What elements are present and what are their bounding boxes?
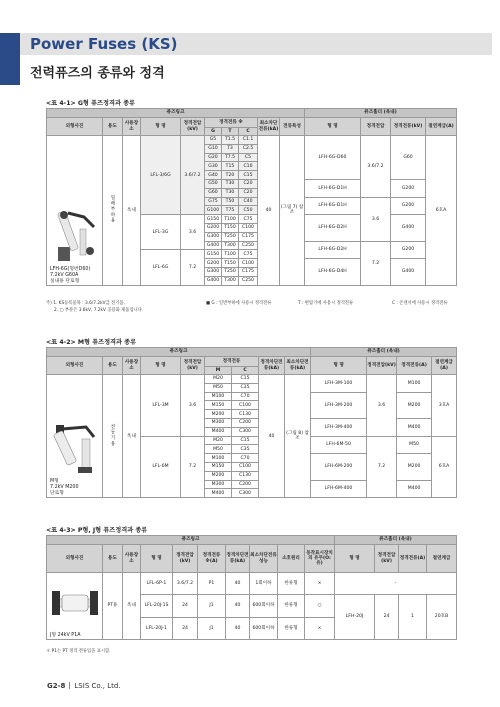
t3-min: 600회이하 <box>250 595 278 618</box>
t3-type: LFL-20J-1S <box>141 595 173 618</box>
table-row <box>47 375 457 384</box>
t3-type: LFL-20J-1 <box>141 618 173 640</box>
t1-type: LFL-3G <box>141 215 181 250</box>
t1-holder-volt: 3.6 <box>361 197 391 241</box>
t1-cell-t: T250 <box>222 232 239 241</box>
t2-h-c: C <box>232 367 259 375</box>
t1-cell-c: C1.1 <box>239 136 258 145</box>
t3-group-fuselink: 퓨즈링크 <box>47 536 335 545</box>
t2-volt: 7.2 <box>181 436 205 498</box>
t1-holder-volt: 3.6/7.2 <box>361 136 391 198</box>
t2-photo-cell <box>47 375 103 498</box>
t1-cell-t: T7.5 <box>222 153 239 162</box>
t2-cell-c: C100 <box>232 462 259 471</box>
t1-cell-g: G30 <box>205 162 222 171</box>
t1-cell-g: G50 <box>205 179 222 188</box>
t3-min: 600회이하 <box>250 618 278 640</box>
t2-cell-c: C15 <box>232 375 259 384</box>
photo-caption <box>47 479 102 497</box>
t2-holder-current: M400 <box>397 418 432 436</box>
t3-volt: 3.6/7.2 <box>173 573 198 595</box>
t3-h-break: 정격차단전류(kA) <box>226 545 250 573</box>
use-label: 밀폐부하용 <box>110 195 116 224</box>
page-number: G2-8 <box>47 682 66 690</box>
t1-note-3: ■ G : 일반부하에 사용시 정격전류 <box>206 301 272 306</box>
t2-h-char: 최소차단전류(kA) <box>285 357 311 375</box>
t2-volt: 3.6 <box>181 375 205 437</box>
t3-h-trip: 동작표시장치의 유무(O:유) <box>305 545 335 573</box>
t2-cell-m: M400 <box>205 427 232 436</box>
t3-h-arc: 소호원리 <box>278 545 305 573</box>
t3-volt: 24 <box>173 595 198 618</box>
table1-caption: <표 4-1> G형 퓨즈정격과 종류 <box>46 100 136 107</box>
t1-cell-c: C5 <box>239 153 258 162</box>
t2-cell-m: M200 <box>205 471 232 480</box>
t2-h-current: 정격전류 <box>205 357 259 367</box>
t3-holder-class: 20호B <box>427 595 457 640</box>
g-fuse-table <box>46 108 457 286</box>
t1-holder-type: LFH-6G-D2H <box>305 241 361 259</box>
t3-trip: × <box>305 573 335 595</box>
t3-h-place: 사용장소 <box>123 545 141 573</box>
t1-h-photo: 외형사진 <box>47 118 103 136</box>
t2-holder-class: 6호A <box>432 436 457 498</box>
t3-h-htype: 형 명 <box>335 545 375 573</box>
t2-holder-type: LFH-6M-50 <box>311 436 367 454</box>
t1-holder-type: LFH-6G-D2H <box>305 215 361 241</box>
t2-cell-m: M100 <box>205 392 232 401</box>
t2-cell-m: M100 <box>205 454 232 463</box>
t2-holder-volt: 3.6 <box>367 375 397 437</box>
t2-cell-c: C70 <box>232 454 259 463</box>
t3-trip: × <box>305 618 335 640</box>
t1-use <box>103 136 123 286</box>
t1-cell-g: G5 <box>205 136 222 145</box>
t3-arc: 한류형 <box>278 595 305 618</box>
t2-break: 40 <box>259 375 285 498</box>
t1-cell-c: C100 <box>239 259 258 268</box>
photo-box <box>47 573 102 639</box>
t3-h-min: 최소차단전류성능 <box>250 545 278 573</box>
table-row <box>47 136 457 145</box>
t3-trip: ○ <box>305 595 335 618</box>
t1-cell-c: C175 <box>239 267 258 276</box>
t1-cell-c: C100 <box>239 223 258 232</box>
t1-holder-current: G200 <box>391 179 426 197</box>
t1-cell-g: G400 <box>205 276 222 285</box>
t3-current: J1 <box>198 595 226 618</box>
t1-cell-c: C20 <box>239 188 258 197</box>
t2-cell-m: M20 <box>205 436 232 445</box>
t1-photo-cell <box>47 136 103 286</box>
photo-box <box>47 207 102 285</box>
t2-cell-c: C15 <box>232 436 259 445</box>
t3-h-current: 정격전류 ※(A) <box>198 545 226 573</box>
page-footer <box>47 682 121 690</box>
table2-caption: <표 4-2> M형 퓨즈정격과 종류 <box>46 339 137 346</box>
t2-h-hcur: 정격전류(A) <box>397 357 432 375</box>
t2-type: LFL-6M <box>141 436 181 498</box>
t1-holder-current: G400 <box>391 259 426 285</box>
t2-h-hvolt: 정격전압(kV) <box>367 357 397 375</box>
m-fuse-table <box>46 347 457 498</box>
t1-cell-t: T100 <box>222 250 239 259</box>
t1-holder-current: G200 <box>391 241 426 259</box>
t3-volt: 24 <box>173 618 198 640</box>
t1-holder-current: G200 <box>391 197 426 215</box>
t2-cell-m: M20 <box>205 375 232 384</box>
t1-cell-g: G40 <box>205 171 222 180</box>
t2-h-break: 정격차단전류(kA) <box>259 357 285 375</box>
t2-holder-type: LFH-3M-400 <box>311 418 367 436</box>
photo-caption-line: 7.2kV G60A <box>50 272 79 278</box>
t1-h-type: 형 명 <box>141 118 181 136</box>
photo-caption-line: 단로형 <box>50 491 64 497</box>
t1-cell-t: T50 <box>222 197 239 206</box>
t3-h-hvolt: 정격전압(kV) <box>375 545 399 573</box>
t2-h-htype: 형 명 <box>311 357 367 375</box>
t2-holder-current: M100 <box>397 375 432 393</box>
t1-h-break: 최소차단전류(kA) <box>258 118 280 136</box>
t1-cell-t: T30 <box>222 179 239 188</box>
t3-use: PT용 <box>103 573 123 640</box>
t1-h-htype: 형 명 <box>305 118 361 136</box>
t2-h-volt: 정격전압(kV) <box>181 357 205 375</box>
t1-cell-g: G75 <box>205 197 222 206</box>
t2-use <box>103 375 123 498</box>
t1-cell-t: T1.5 <box>222 136 239 145</box>
t1-cell-c: C20 <box>239 179 258 188</box>
t2-cell-m: M50 <box>205 383 232 392</box>
table-row <box>47 573 457 595</box>
t1-note-1: 주) 1. KS등록품목 : 3.6/7.2kV급 전기품, <box>46 301 125 306</box>
t2-h-hbreak: 절연계급(A) <box>432 357 457 375</box>
t1-cell-g: G200 <box>205 223 222 232</box>
t2-cell-c: C200 <box>232 480 259 489</box>
photo-caption-line: 실내용 단로형 <box>50 278 80 284</box>
t2-holder-type: LFH-6M-200 <box>311 454 367 480</box>
photo-caption-line: 7.2kV M200 <box>50 485 79 491</box>
t3-current: J1 <box>198 618 226 640</box>
t1-cell-c: C250 <box>239 276 258 285</box>
t2-cell-c: C130 <box>232 471 259 480</box>
t2-cell-m: M150 <box>205 462 232 471</box>
t2-cell-c: C35 <box>232 445 259 454</box>
t3-place: 옥내 <box>123 573 141 640</box>
t3-break: 40 <box>226 595 250 618</box>
t1-place: 옥내 <box>123 136 141 286</box>
t1-volt: 3.6 <box>181 215 205 250</box>
t3-min: 1회이하 <box>250 573 278 595</box>
t2-holder-type: LFH-3M-100 <box>311 375 367 393</box>
t1-cell-g: G20 <box>205 153 222 162</box>
t1-cell-g: G150 <box>205 250 222 259</box>
t1-cell-c: C175 <box>239 232 258 241</box>
t1-cell-g: G100 <box>205 206 222 215</box>
t2-cell-c: C70 <box>232 392 259 401</box>
t1-cell-c: C15 <box>239 171 258 180</box>
t2-holder-volt: 7.2 <box>367 436 397 498</box>
t1-cell-c: C250 <box>239 241 258 250</box>
t2-cell-m: M300 <box>205 418 232 427</box>
t1-holder-type: LFH-6G-D1H <box>305 179 361 197</box>
t2-holder-current: M50 <box>397 436 432 454</box>
pj-fuse-table <box>46 535 457 640</box>
t1-cell-g: G60 <box>205 188 222 197</box>
t1-note-2: 2. ▢ 부분은 3.6kV, 7.2kV 공용화 제품입니다. <box>54 308 144 313</box>
t3-photo-cell <box>47 573 103 640</box>
t3-h-photo: 외형사진 <box>47 545 103 573</box>
t3-break: 40 <box>226 618 250 640</box>
t3-holder-type: LFH-20J <box>335 595 375 640</box>
t2-group-holder: 퓨즈홀더 (옥내) <box>311 348 457 357</box>
t2-cell-c: C200 <box>232 418 259 427</box>
t2-cell-m: M200 <box>205 410 232 419</box>
g-fuse-photo <box>50 207 100 267</box>
t1-cell-t: T150 <box>222 223 239 232</box>
t2-cell-m: M300 <box>205 480 232 489</box>
t2-cell-m: M400 <box>205 489 232 498</box>
t2-cell-m: M50 <box>205 445 232 454</box>
photo-box <box>47 419 102 497</box>
t2-holder-type: LFH-3M-200 <box>311 392 367 418</box>
t1-holder-type: LFH-6G-D1H <box>305 197 361 215</box>
section-tab <box>0 33 20 85</box>
t1-volt: 7.2 <box>181 250 205 285</box>
t1-group-holder: 퓨즈홀더 (옥내) <box>305 109 457 118</box>
t3-group-holder: 퓨즈홀더 (옥내) <box>335 536 457 545</box>
t1-h-use: 용도 <box>103 118 123 136</box>
t1-h-g: G <box>205 128 222 136</box>
m-fuse-photo <box>50 419 100 479</box>
t1-cell-c: C75 <box>239 250 258 259</box>
t1-group-fuselink: 퓨즈링크 <box>47 109 305 118</box>
page-subtitle: 전력퓨즈의 종류와 정격 <box>30 66 165 81</box>
t1-note-5: C : 콘덴서에 사용시 정격전류 <box>392 301 448 306</box>
t1-h-c: C <box>239 128 258 136</box>
pj-fuse-photo <box>50 573 100 633</box>
t1-cell-t: T3 <box>222 144 239 153</box>
t3-current: P1 <box>198 573 226 595</box>
t3-h-use: 용도 <box>103 545 123 573</box>
t1-cell-g: G400 <box>205 241 222 250</box>
t2-holder-current: M200 <box>397 392 432 418</box>
t1-holder-type: LFH-6G-D4H <box>305 259 361 285</box>
photo-caption <box>47 267 102 285</box>
t2-cell-c: C35 <box>232 383 259 392</box>
t2-holder-current: M400 <box>397 480 432 498</box>
t2-holder-class: 3호A <box>432 375 457 437</box>
photo-caption-line: LFH-6G(형번D60) <box>50 266 91 272</box>
table1-notes <box>46 300 448 314</box>
t1-h-hcur: 정격전류(kV) <box>391 118 426 136</box>
t1-h-volt: 정격전압(kV) <box>181 118 205 136</box>
t2-h-use: 용도 <box>103 357 123 375</box>
t1-h-current: 정격전류 ※ <box>205 118 258 128</box>
t1-cell-t: T15 <box>222 162 239 171</box>
t1-h-hvolt: 정격전압 <box>361 118 391 136</box>
t2-h-m: M <box>205 367 232 375</box>
t1-cell-t: T150 <box>222 259 239 268</box>
t1-holder-class: 6호A <box>426 136 457 286</box>
t1-char: (그림 7) 참조 <box>280 136 305 286</box>
t1-cell-c: C10 <box>239 162 258 171</box>
t3-h-type: 형 명 <box>141 545 173 573</box>
photo-caption: J형 24kV P1A <box>50 633 81 638</box>
t1-cell-g: G10 <box>205 144 222 153</box>
table3-note: ＊ P1는 PT 정격 전류입을 표시함. <box>46 649 111 654</box>
t1-cell-t: T300 <box>222 276 239 285</box>
t2-cell-c: C130 <box>232 410 259 419</box>
t2-cell-c: C300 <box>232 489 259 498</box>
t3-type: LFL-6P-1 <box>141 573 173 595</box>
t3-h-hbreak: 절연계급 <box>427 545 457 573</box>
t1-holder-type: LFH-6G-D60 <box>305 136 361 180</box>
t1-cell-g: G300 <box>205 232 222 241</box>
t1-holder-volt: 7.2 <box>361 241 391 285</box>
t1-note-4: T : 변압기에 사용시 정격전류 <box>298 301 354 306</box>
t1-cell-t: T20 <box>222 171 239 180</box>
t2-holder-type: LFH-6M-400 <box>311 480 367 498</box>
t2-group-fuselink: 퓨즈링크 <box>47 348 311 357</box>
t1-cell-g: G300 <box>205 267 222 276</box>
t1-h-place: 사용장소 <box>123 118 141 136</box>
t1-cell-t: T75 <box>222 206 239 215</box>
t1-type: LFL-3/6G <box>141 136 181 215</box>
t2-cell-m: M150 <box>205 401 232 410</box>
t1-h-t: T <box>222 128 239 136</box>
t1-holder-current: G60 <box>391 136 426 180</box>
t3-holder-dash: - <box>335 573 457 595</box>
t1-type: LFL-6G <box>141 250 181 285</box>
t2-holder-current: M200 <box>397 454 432 480</box>
t1-break: 40 <box>258 136 280 286</box>
t3-h-volt: 정격전압(kV) <box>173 545 198 573</box>
t1-cell-t: T30 <box>222 188 239 197</box>
t3-holder-current: 1 <box>399 595 427 640</box>
t1-cell-c: C50 <box>239 206 258 215</box>
t2-h-place: 사용장소 <box>123 357 141 375</box>
t2-place: 옥내 <box>123 375 141 498</box>
t3-break: 40 <box>226 573 250 595</box>
t1-cell-g: G150 <box>205 215 222 224</box>
t2-h-type: 형 명 <box>141 357 181 375</box>
t2-cell-c: C300 <box>232 427 259 436</box>
t1-cell-t: T300 <box>222 241 239 250</box>
t1-h-hbreak: 절연계급(A) <box>426 118 457 136</box>
t2-h-photo: 외형사진 <box>47 357 103 375</box>
t3-holder-volt: 24 <box>375 595 399 640</box>
t1-cell-c: C40 <box>239 197 258 206</box>
photo-caption-line: M형 <box>50 479 59 485</box>
t2-cell-c: C100 <box>232 401 259 410</box>
t2-char: (그림 8) 참조 <box>285 375 311 498</box>
t1-cell-t: T250 <box>222 267 239 276</box>
t1-cell-g: G200 <box>205 259 222 268</box>
t1-cell-c: C75 <box>239 215 258 224</box>
t2-type: LFL-3M <box>141 375 181 437</box>
table3-caption: <표 4-3> P형, J형 퓨즈정격과 종류 <box>46 527 148 534</box>
t1-cell-c: C2.5 <box>239 144 258 153</box>
t3-arc: 한류형 <box>278 618 305 640</box>
t1-cell-t: T100 <box>222 215 239 224</box>
t3-arc: 한류형 <box>278 573 305 595</box>
t1-holder-current: G400 <box>391 215 426 241</box>
t1-h-char: 전류특성 <box>280 118 305 136</box>
use-label: 전동기용 <box>110 423 116 447</box>
t1-volt: 3.6/7.2 <box>181 136 205 215</box>
company-name: LSIS Co., Ltd. <box>74 682 121 690</box>
t3-h-hcur: 정격전류(A) <box>399 545 427 573</box>
page-title: Power Fuses (KS) <box>30 35 178 53</box>
